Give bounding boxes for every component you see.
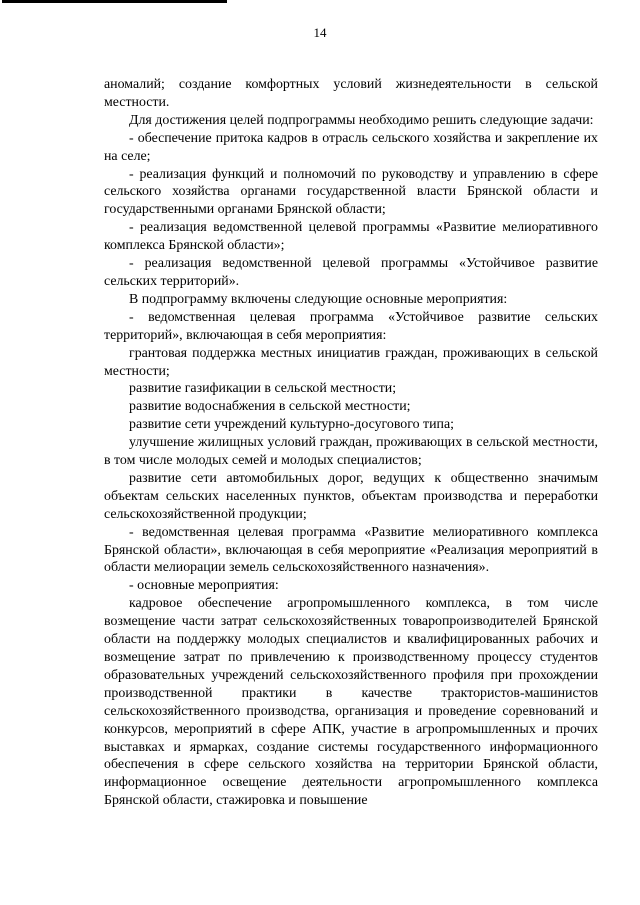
paragraph-16: - основные мероприятия: [129, 578, 279, 594]
paragraph-12: развитие сети учреждений культурно-досугового типа; [129, 417, 454, 433]
top-rule [2, 0, 227, 3]
paragraph-13: улучшение жилищных условий граждан, проживающих в сельской местности, в том числе молодых семей и молодых специалистов; [104, 435, 598, 469]
paragraph-2: Для достижения целей подпрограммы необходимо решить следующие задачи: [129, 112, 594, 128]
paragraph-11: развитие водоснабжения в сельской местности; [129, 399, 411, 415]
paragraph-15: - ведомственная целевая программа «Развитие мелиоративного комплекса Брянской области», включающая в себя мероприятие «Реализация мероприятий в области мелиорации земель сельскохозяйственного назначения». [104, 524, 598, 576]
paragraph-7: В подпрограмму включены следующие основные мероприятия: [129, 291, 508, 307]
paragraph-14: развитие сети автомобильных дорог, ведущих к общественно значимым объектам сельских населенных пунктов, объектам производства и переработки сельскохозяйственной продукции; [104, 470, 598, 522]
paragraph-8: - ведомственная целевая программа «Устойчивое развитие сельских территорий», включающая в себя мероприятия: [104, 309, 598, 343]
paragraph-17: кадровое обеспечение агропромышленного комплекса, в том числе возмещение части затрат сельскохозяйственных товаропроизводителей Брянской области на поддержку молодых специалистов и квалифицированных рабочих и возмещение затрат по привлечению к производственному процессу студентов образовательных учреждений сельскохозяйственного профиля при прохождении производственной практики в качестве трактористов-машинистов сельскохозяйственного производства, организация и проведение соревнований и конкурсов, мероприятий в сфере АПК, участие в агропромышленных и прочих выставках и ярмарках, создание системы государственного информационного обеспечения в сфере сельского хозяйства на территории Брянской области, информационное освещение деятельности агропромышленного комплекса Брянской области, стажировка и повышение [104, 596, 598, 809]
page-number: 14 [313, 25, 327, 40]
paragraph-4: - реализация функций и полномочий по руководству и управлению в сфере сельского хозяйства органами государственной власти Брянской области и государственными органами Брянской области; [104, 166, 598, 218]
document-body [104, 76, 598, 810]
paragraph-6: - реализация ведомственной целевой программы «Устойчивое развитие сельских территорий». [104, 256, 598, 289]
paragraph-9: грантовая поддержка местных инициатив граждан, проживающих в сельской местности; [104, 345, 598, 379]
paragraph-10: развитие газификации в сельской местности; [129, 381, 397, 397]
paragraph-5: - реализация ведомственной целевой программы «Развитие мелиоративного комплекса Брянской области»; [104, 220, 598, 254]
paragraph-3: - обеспечение притока кадров в отрасль сельского хозяйства и закрепление их на селе; [104, 130, 598, 164]
paragraph-1: аномалий; создание комфортных условий жизнедеятельности в сельской местности. [104, 77, 598, 110]
